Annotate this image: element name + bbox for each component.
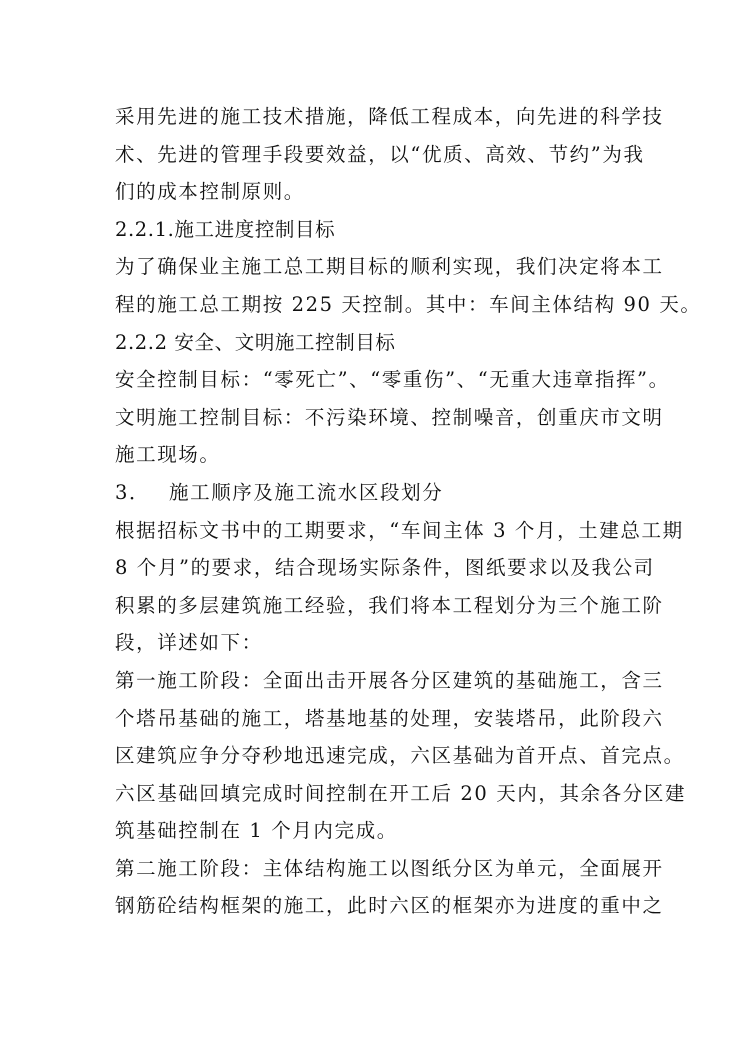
paragraph-line: 文明施工控制目标：不污染环境、控制噪音，创重庆市文明 (115, 405, 664, 429)
paragraph-line: 段，详述如下： (115, 631, 263, 655)
paragraph-line: 筑基础控制在 1 个月内完成。 (115, 819, 398, 843)
paragraph-line: 六区基础回填完成时间控制在开工后 20 天内，其余各分区建 (115, 781, 687, 805)
paragraph-line: 程的施工总工期按 225 天控制。其中：车间主体结构 90 天。 (115, 292, 702, 316)
paragraph-line: 积累的多层建筑施工经验，我们将本工程划分为三个施工阶 (115, 593, 664, 617)
paragraph-line: 安全控制目标：“零死亡”、“零重伤”、“无重大违章指挥”。 (115, 368, 670, 392)
document-body (115, 98, 702, 925)
paragraph-line: 第一施工阶段：全面出击开展各分区建筑的基础施工，含三 (115, 668, 664, 692)
heading-safety-target: 2.2.2 安全、文明施工控制目标 (115, 330, 396, 354)
paragraph-line: 个塔吊基础的施工，塔基地基的处理，安装塔吊，此阶段六 (115, 706, 664, 730)
paragraph-line: 术、先进的管理手段要效益，以“优质、高效、节约”为我 (115, 142, 645, 166)
paragraph-line: 第二施工阶段：主体结构施工以图纸分区为单元，全面展开 (115, 856, 664, 880)
section-title: 施工顺序及施工流水区段划分 (169, 480, 444, 504)
paragraph-line: 钢筋砼结构框架的施工，此时六区的框架亦为进度的重中之 (115, 894, 664, 918)
section-number: 3． (115, 480, 151, 504)
heading-section-3 (115, 474, 640, 512)
paragraph-line: 区建筑应争分夺秒地迅速完成，六区基础为首开点、首完点。 (115, 744, 685, 768)
paragraph-line: 施工现场。 (115, 443, 221, 467)
paragraph-line: 们的成本控制原则。 (115, 180, 305, 204)
heading-schedule-target: 2.2.1.施工进度控制目标 (115, 217, 336, 241)
paragraph-line: 为了确保业主施工总工期目标的顺利实现，我们决定将本工 (115, 255, 664, 279)
paragraph-line: 采用先进的施工技术措施，降低工程成本，向先进的科学技 (115, 105, 664, 128)
paragraph-line: 根据招标文书中的工期要求，“车间主体 3 个月，土建总工期 (115, 518, 684, 542)
paragraph-line: 8 个月”的要求，结合现场实际条件，图纸要求以及我公司 (115, 556, 655, 580)
